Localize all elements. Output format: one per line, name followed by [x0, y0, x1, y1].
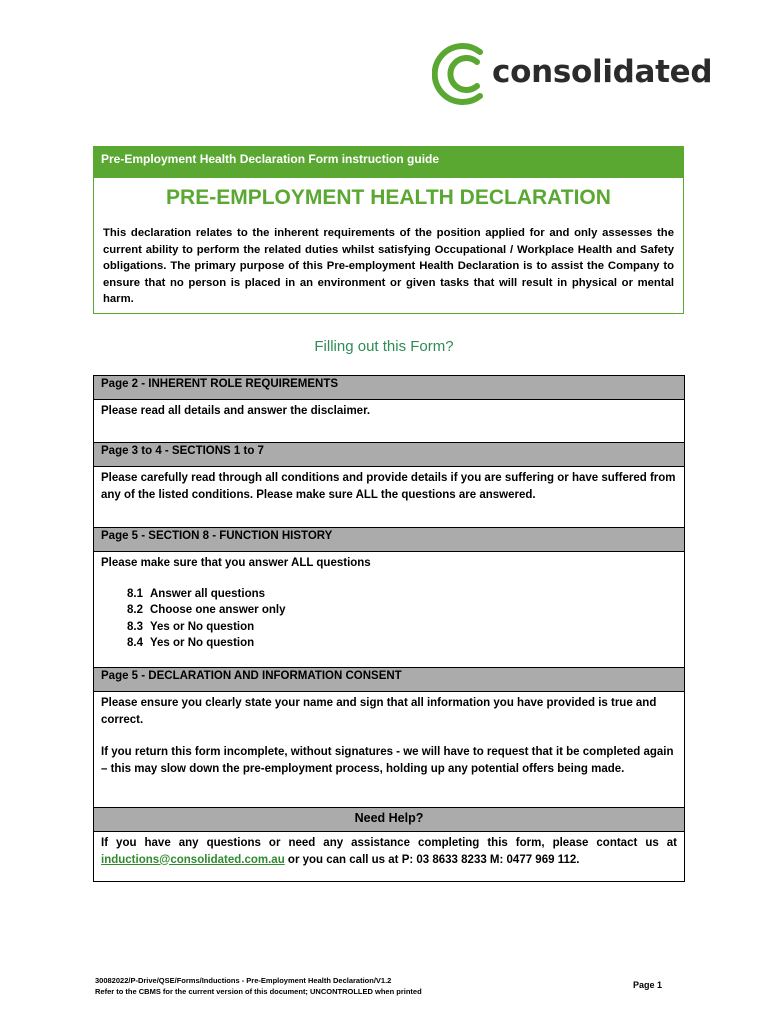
question-list: [127, 586, 677, 652]
list-item: 8.3 Yes or No question: [127, 620, 255, 633]
logo-mark-icon: [432, 42, 492, 106]
footer-path: 30082022/P-Drive/QSE/Forms/Inductions - Pre-Employment Health Declaration/V1.2: [95, 976, 392, 985]
section-body-sections-1-7: Please carefully read through all conditions and provide details if you are suffering or have suffered from any of the listed conditions. Please make sure ALL the questions are answered.: [94, 467, 684, 528]
help-phone-text: or you can call us at P: 03 8633 8233 M: 0477 969 112.: [284, 853, 580, 866]
instructions-table: [93, 375, 685, 882]
function-history-instruction: Please make sure that you answer ALL questions: [101, 557, 371, 569]
intro-paragraph: This declaration relates to the inherent requirements of the position applied for and only assesses the current ability to perform the related duties whilst satisfying Occupational / Workplace Health and Safety obligations. The primary purpose of this Pre-employment Health Declaration is to assist the Company to ensure that no person is placed in an environment or given tasks that will result in physical or mental harm.: [103, 227, 674, 305]
declaration-paragraph-2: If you return this form incomplete, without signatures - we will have to request that it be completed again – this may slow down the pre-employment process, holding up any potential offers being made.: [101, 746, 674, 775]
email-link[interactable]: inductions@consolidated.com.au: [101, 853, 285, 866]
help-text: If you have any questions or need any assistance completing this form, please contact us at: [101, 837, 677, 849]
page-title: PRE-EMPLOYMENT HEALTH DECLARATION: [166, 186, 611, 209]
section-body-inherent-role: Please read all details and answer the disclaimer.: [94, 400, 684, 443]
footer-notice: Refer to the CBMS for the current version of this document; UNCONTROLLED when printed: [95, 987, 422, 996]
need-help-body: [94, 832, 684, 881]
page-number: Page 1: [633, 980, 663, 990]
section-header-sections-1-7: Page 3 to 4 - SECTIONS 1 to 7: [94, 443, 684, 467]
document-footer: [95, 975, 422, 997]
list-item: 8.1 Answer all questions: [127, 587, 266, 600]
list-item: 8.2 Choose one answer only: [127, 604, 286, 616]
company-logo: [432, 42, 713, 106]
intro-box: [93, 178, 684, 314]
need-help-header: Need Help?: [94, 808, 684, 832]
section-body-declaration: [94, 692, 684, 808]
list-item: 8.4 Yes or No question: [127, 637, 255, 649]
section-header-function-history: Page 5 - SECTION 8 - FUNCTION HISTORY: [94, 528, 684, 552]
logo-wordmark: consolidated: [492, 54, 713, 90]
filling-heading: Filling out this Form?: [314, 338, 454, 355]
section-header-declaration: Page 5 - DECLARATION AND INFORMATION CONSENT: [94, 668, 684, 692]
section-body-function-history: [94, 552, 684, 668]
instruction-guide-bar: Pre-Employment Health Declaration Form instruction guide: [93, 146, 684, 178]
declaration-paragraph-1: Please ensure you clearly state your name and sign that all information you have provided is true and correct.: [101, 697, 657, 726]
section-header-inherent-role: Page 2 - INHERENT ROLE REQUIREMENTS: [94, 376, 684, 400]
